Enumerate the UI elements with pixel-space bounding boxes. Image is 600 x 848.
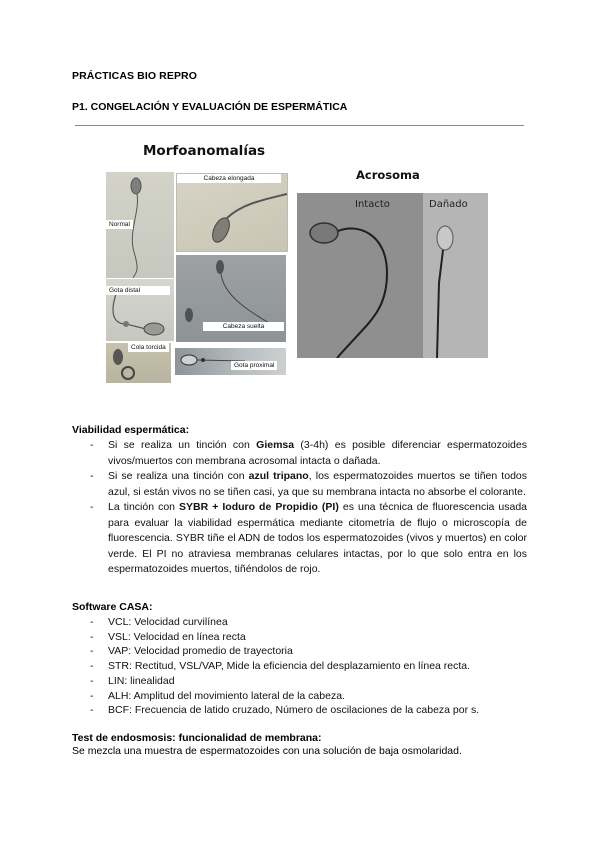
list-item: - STR: Rectitud, VSL/VAP, Mide la eficiencia del desplazamiento en línea recta. [90, 660, 471, 673]
label-cabeza-elongada: Cabeza elongada [177, 174, 281, 183]
sperm-elongated-illustration [177, 174, 287, 251]
photo-gota-distal [106, 279, 174, 341]
photo-gota-proximal [175, 348, 286, 375]
list-marker: - [90, 630, 94, 643]
list-marker: - [90, 470, 94, 482]
photo-normal [106, 172, 174, 278]
label-danado: Dañado [429, 199, 468, 210]
horizontal-divider [75, 125, 524, 126]
label-normal: Normal [106, 220, 133, 229]
list-marker: - [90, 616, 94, 628]
viabilidad-heading: Viabilidad espermática: [72, 424, 190, 436]
photo-acrosoma-intacto [297, 193, 423, 358]
list-item: - LIN: linealidad [90, 674, 175, 687]
casa-heading: Software CASA: [72, 601, 153, 613]
list-item: - Si se realiza un tinción con Giemsa (3-4h) es posible diferenciar espermatozoides vivos/muertos con membrana acrosomal intacta o dañada. [90, 439, 527, 467]
photo-cabeza-suelta [176, 255, 286, 342]
photo-cabeza-elongada [176, 173, 288, 252]
morfoanomalias-title: Morfoanomalías [143, 143, 266, 159]
list-marker: - [90, 689, 94, 702]
list-item: - La tinción con SYBR + Ioduro de Propidio (PI) es una técnica de fluorescencia usada para evaluar la viabilidad espermática mediante citometría de flujo o microscopía de fluorescencia. SYBR tiñe el ADN de todos los espermatozoides (vivos y muertos) en color verde. El PI no atraviesa membranas celulares intactas, por lo que solo entra en los espermatozoides muertos, tiñéndolos de rojo. [90, 501, 527, 575]
emphasis-azul-tripano: azul tripano [248, 470, 309, 482]
photo-acrosoma-danado [423, 193, 488, 358]
list-marker: - [90, 645, 94, 658]
list-item: - ALH: Amplitud del movimiento lateral de la cabeza. [90, 689, 345, 702]
list-item: - VAP: Velocidad promedio de trayectoria [90, 645, 293, 658]
sperm-damaged-acrosome-illustration [423, 193, 488, 358]
acrosoma-title: Acrosoma [356, 168, 420, 182]
label-gota-proximal: Gota proximal [231, 361, 277, 370]
list-marker: - [90, 674, 94, 687]
endosmosis-heading: Test de endosmosis: funcionalidad de membrana: [72, 732, 322, 744]
sperm-intact-acrosome-illustration [297, 193, 423, 358]
casa-list [72, 615, 542, 718]
label-intacto: Intacto [355, 199, 390, 210]
emphasis-giemsa: Giemsa [256, 439, 295, 451]
list-item: - BCF: Frecuencia de latido cruzado, Número de oscilaciones de la cabeza por s. [90, 704, 480, 717]
list-marker: - [90, 704, 94, 717]
viabilidad-list [72, 438, 527, 578]
document-subtitle: P1. CONGELACIÓN Y EVALUACIÓN DE ESPERMÁTICA [72, 101, 348, 113]
label-cabeza-suelta: Cabeza suelta [203, 322, 284, 331]
list-item: - VCL: Velocidad curvilínea [90, 616, 228, 628]
list-marker: - [90, 660, 94, 673]
endosmosis-text: Se mezcla una muestra de espermatozoides con una solución de baja osmolaridad. [72, 745, 462, 757]
list-marker: - [90, 439, 94, 451]
list-marker: - [90, 501, 94, 513]
emphasis-sybr-pi: SYBR + Ioduro de Propidio (PI) [179, 501, 339, 513]
photo-cola-torcida [106, 343, 171, 383]
label-cola-torcida: Cola torcida [128, 343, 169, 352]
label-gota-distal: Gota distal [106, 286, 170, 295]
list-item: - Si se realiza una tinción con azul tripano, los espermatozoides muertos se tiñen todos azul, si están vivos no se tiñen casi, ya que su membrana intacta no absorbe el colorante. [90, 470, 527, 498]
document-title: PRÁCTICAS BIO REPRO [72, 70, 197, 82]
list-item: - VSL: Velocidad en línea recta [90, 630, 246, 643]
